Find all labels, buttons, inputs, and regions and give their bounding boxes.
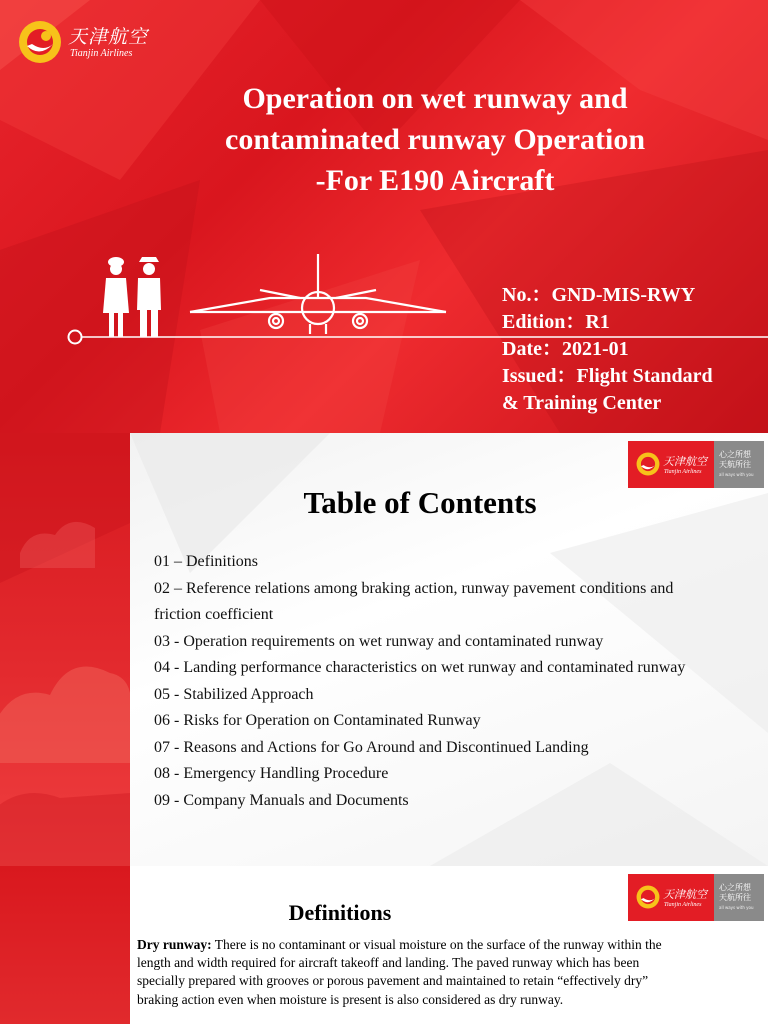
brand-badge <box>628 874 764 921</box>
document-issuer-cont: & Training Center <box>502 392 662 414</box>
badge-name-en: Tianjin Airlines <box>664 469 702 475</box>
airline-name-cn: 天津航空 <box>68 26 149 48</box>
definition-term: Dry runway: <box>137 937 212 952</box>
definition-text: There is no contaminant or visual moisture on the surface of the runway within the length and width required for aircraft takeoff and landing. The paved runway which has been specially prepared with grooves or porous pavement and maintained to retain “effectively dry” braking action even when moisture is present is also considered as dry runway. <box>137 937 662 1007</box>
badge-name-en: Tianjin Airlines <box>664 902 702 908</box>
badge-name-cn: 天津航空 <box>663 888 707 901</box>
badge-name-cn: 天津航空 <box>663 455 707 468</box>
runway-start-marker <box>69 331 82 344</box>
definition-paragraph <box>137 936 667 1009</box>
decorative-sidebar <box>0 433 130 866</box>
toc-item: 02 – Reference relations among braking action, runway pavement conditions and friction coefficient <box>154 579 674 623</box>
definitions-title: Definitions <box>288 900 392 925</box>
decorative-sidebar <box>0 866 130 1024</box>
cloud-pattern <box>0 433 130 866</box>
pilot-icon <box>137 257 161 337</box>
toc-item: 07 - Reasons and Actions for Go Around and Discontinued Landing <box>154 738 589 756</box>
badge-slogan: 心之所想 天航所往 <box>719 450 751 469</box>
brand-badge <box>628 441 764 488</box>
document-number: No.：GND-MIS-RWY <box>502 284 696 306</box>
title-line: contaminated runway Operation <box>225 123 645 156</box>
toc-item: 05 - Stabilized Approach <box>154 685 314 703</box>
definitions-slide <box>0 866 768 1024</box>
toc-item: 03 - Operation requirements on wet runway and contaminated runway <box>154 632 604 650</box>
document-issuer: Issued：Flight Standard <box>502 365 713 387</box>
title-line: -For E190 Aircraft <box>315 164 555 197</box>
badge-slogan-en: all ways with you <box>719 472 754 477</box>
airline-logo-icon <box>636 452 660 476</box>
document-edition: Edition：R1 <box>502 311 610 333</box>
title-line: Operation on wet runway and <box>242 82 628 115</box>
airline-logo-icon <box>18 20 62 64</box>
document-metadata <box>502 282 713 417</box>
cover-slide <box>0 0 768 433</box>
toc-list <box>154 549 714 814</box>
toc-item: 08 - Emergency Handling Procedure <box>154 765 389 782</box>
toc-item: 01 – Definitions <box>154 553 258 570</box>
toc-item: 04 - Landing performance characteristics on wet runway and contaminated runway <box>154 659 686 676</box>
cabin-crew-icon <box>103 257 129 337</box>
badge-slogan: 心之所想 天航所往 <box>719 883 751 902</box>
airline-logo-icon <box>636 885 660 909</box>
badge-slogan-en: all ways with you <box>719 905 754 910</box>
airline-logo <box>18 20 148 64</box>
document-title <box>150 78 720 201</box>
document-date: Date：2021-01 <box>502 338 629 360</box>
airplane-icon <box>190 254 446 334</box>
toc-item: 09 - Company Manuals and Documents <box>154 791 409 809</box>
airline-name-en: Tianjin Airlines <box>70 48 133 59</box>
toc-title: Table of Contents <box>303 485 537 520</box>
toc-item: 06 - Risks for Operation on Contaminated Runway <box>154 712 481 729</box>
toc-slide <box>0 433 768 866</box>
